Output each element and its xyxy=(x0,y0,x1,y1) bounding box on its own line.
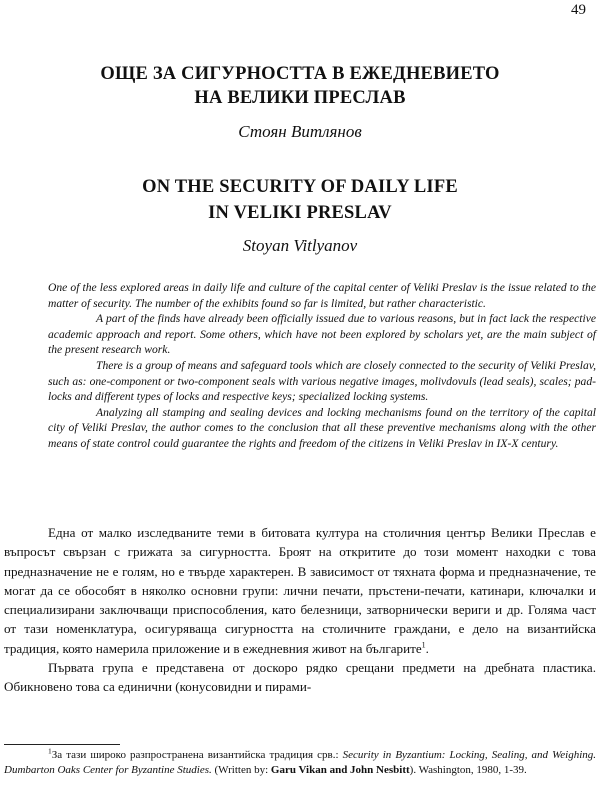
body-paragraph: Една от малко изследваните теми в битовата култура на столичния център Велики Преслав е въпросът свързан с грижата за сигурността. Броят на откритите до този момент находки с това предназначение не е голям, но е твърде характерен. В зависимост от тяхната форма и предназначение, те могат да се обособят в няколко основни групи: лични печати, пръстени-печати, катинари, ключалки и специализирани заключващи приспособления, като белезници, затворнически вериги и др. Голяма част от тази номенклатура, осигуряваща сигурността на столичните граждани, е дело на византийска традиция, която намерила приложение и в ежедневния живот на българите$^1$. xyxy=(4,525,596,656)
author-english: Stoyan Vitlyanov xyxy=(242,236,358,255)
footnote-divider xyxy=(4,744,120,745)
abstract-paragraph: One of the less explored areas in daily life and culture of the capital center of Veliki Preslav is the issue related to the matter of security. The number of the exhibits found so far is limited, but rather characteristic. xyxy=(48,281,596,310)
abstract-paragraph: Analyzing all stamping and sealing devices and locking mechanisms found on the territory of the capital city of Veliki Preslav, the author comes to the conclusion that all these preventive mechanisms along with the other means of state control could guarantee the rights and freedom of the citizens in Veliki Preslav in IX-X century. xyxy=(48,405,596,450)
page-number: 49 xyxy=(571,2,586,18)
title-english-line-1: ON THE SECURITY OF DAILY LIFE xyxy=(142,177,458,197)
footnote-text: За тази широко разпространена византийска традиция срв.: xyxy=(51,749,343,761)
body-paragraph-text: Една от малко изследваните теми в битовата култура на столичния център Велики Преслав е въпросът свързан с грижата за сигурността. Броят на откритите до този момент находки с това предназначение не е голям, но е твърде характерен. В зависимост от тяхната форма и предназначение, те могат да се обособят в няколко основни групи: лични печати, пръстени-печати, катинари, ключалки и специализирани заключващи приспособления, като белезници, затворнически вериги и др. Голяма част от тази номенклатура, осигуряваща сигурността на столичните граждани, е дело на византийска традиция, която намерила приложение и в ежедневния живот на българите xyxy=(4,525,596,656)
title-english-line-2: IN VELIKI PRESLAV xyxy=(208,203,392,223)
title-bulgarian-line-2: НА ВЕЛИКИ ПРЕСЛАВ xyxy=(194,88,406,108)
footnote-mark: 1 xyxy=(48,746,52,756)
footnote-text: ). Washington, 1980, 1-39. xyxy=(409,764,527,776)
footnote-authors: Garu Vikan and John Nesbitt xyxy=(270,764,410,776)
footnote xyxy=(4,748,596,778)
footnote-text: (Written by: xyxy=(211,764,271,776)
title-english xyxy=(0,174,600,226)
title-bulgarian xyxy=(0,62,600,110)
body-paragraph: Първата група е представена от доскоро рядко срещани предмети на дребната пластика. Обикновено това са единични (конусовидни и пирами- xyxy=(4,660,596,695)
main-body-text xyxy=(4,523,596,697)
abstract-paragraph: A part of the finds have already been officially issued due to various reasons, but in fact lack the respective academic approach and report. Some others, which have not been explored by scholars yet, are the main subject of the present research work. xyxy=(48,312,596,357)
author-bulgarian: Стоян Витлянов xyxy=(238,122,362,141)
footnote-source-title: Security in Byzantium: Locking, Sealing, and Weighing. Dumbarton Oaks Center for Byzantine Studies. xyxy=(4,749,597,776)
title-bulgarian-line-1: ОЩЕ ЗА СИГУРНОСТТА В ЕЖЕДНЕВИЕТО xyxy=(100,64,500,84)
footnote-reference[interactable]: 1 xyxy=(421,640,426,650)
abstract-paragraph: There is a group of means and safeguard tools which are closely connected to the security of Veliki Preslav, such as: one-component or two-component seals with various negative images, molivdovuls (lead seals), scales; pad-locks and different types of locks and respective keys; specialized locking systems. xyxy=(48,358,596,404)
english-abstract xyxy=(48,280,596,452)
